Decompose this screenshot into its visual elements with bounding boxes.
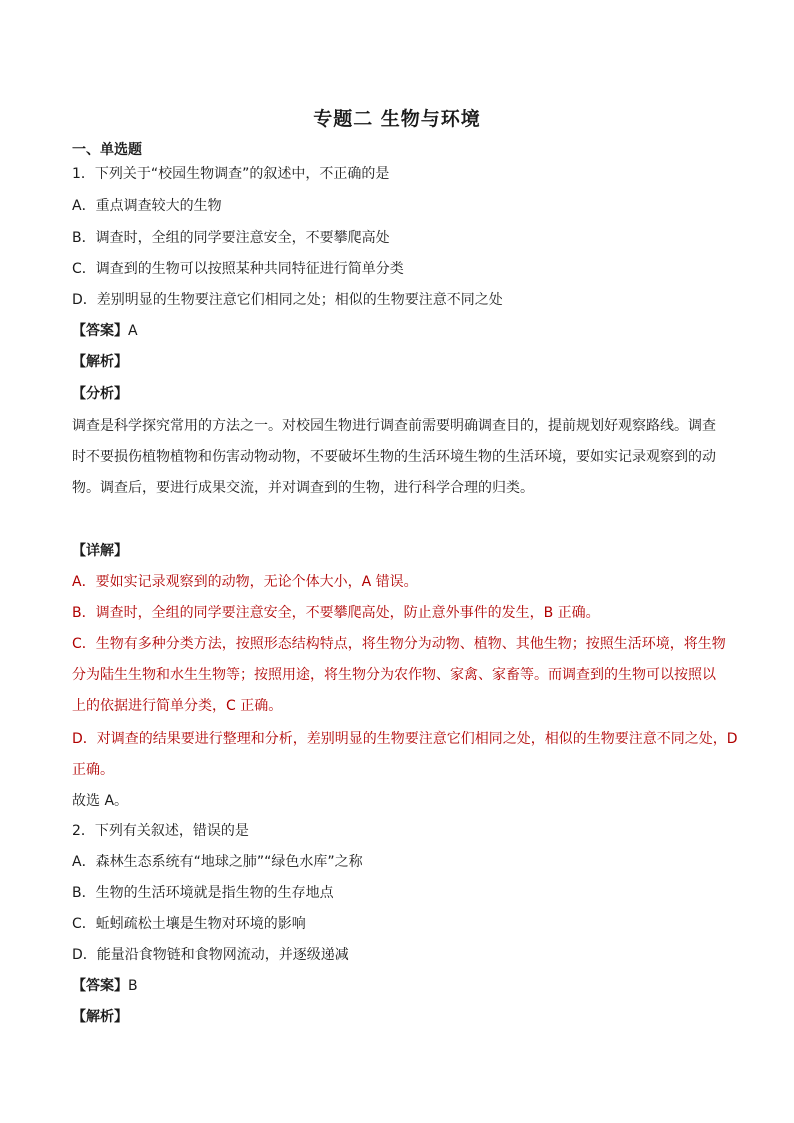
question-2-stem: 2．下列有关叙述，错误的是 — [72, 823, 249, 839]
question-2-option-c: C．蚯蚓疏松土壤是生物对环境的影响 — [72, 916, 306, 932]
page-title: 专题二 生物与环境 — [313, 108, 481, 130]
question-1-option-d: D．差别明显的生物要注意它们相同之处；相似的生物要注意不同之处 — [72, 292, 503, 308]
answer-label: 【答案】 — [72, 323, 128, 339]
jiexi-label: 【解析】 — [72, 354, 128, 370]
question-1-option-c: C．调查到的生物可以按照某种共同特征进行简单分类 — [72, 261, 404, 277]
question-1-answer — [72, 321, 138, 341]
jiexi-label: 【解析】 — [72, 1009, 128, 1025]
conclusion: 故选 A。 — [72, 793, 129, 809]
detail-line: C．生物有多种分类方法，按照形态结构特点，将生物分为动物、植物、其他生物；按照生活环境，将生物 — [72, 636, 726, 652]
answer-value: A — [128, 323, 138, 339]
detail-line: D．对调查的结果要进行整理和分析，差别明显的生物要注意它们相同之处，相似的生物要注意不同之处，D — [72, 731, 738, 747]
question-2-option-a: A．森林生态系统有“地球之肺”“绿色水库”之称 — [72, 854, 363, 870]
detail-line: B．调查时，全组的同学要注意安全，不要攀爬高处，防止意外事件的发生，B 正确。 — [72, 605, 600, 621]
question-1-stem: 1．下列关于“校园生物调查”的叙述中，不正确的是 — [72, 166, 390, 182]
section-heading: 一、单选题 — [72, 142, 142, 158]
question-2-option-b: B．生物的生活环境就是指生物的生存地点 — [72, 885, 334, 901]
answer-value: B — [128, 978, 138, 994]
question-2-answer — [72, 976, 138, 996]
xiangjie-label: 【详解】 — [72, 543, 128, 559]
detail-line: A．要如实记录观察到的动物，无论个体大小，A 错误。 — [72, 574, 418, 590]
detail-line: 上的依据进行简单分类，C 正确。 — [72, 698, 283, 714]
answer-label: 【答案】 — [72, 978, 128, 994]
detail-line: 正确。 — [72, 762, 114, 778]
analysis-line: 物。调查后，要进行成果交流，并对调查到的生物，进行科学合理的归类。 — [72, 480, 534, 496]
question-2-option-d: D．能量沿食物链和食物网流动，并逐级递减 — [72, 947, 349, 963]
fenxi-label: 【分析】 — [72, 386, 128, 402]
question-1-option-b: B．调查时，全组的同学要注意安全，不要攀爬高处 — [72, 230, 390, 246]
analysis-line: 调查是科学探究常用的方法之一。对校园生物进行调查前需要明确调查目的，提前规划好观察路线。调查 — [72, 418, 716, 434]
question-1-option-a: A．重点调查较大的生物 — [72, 198, 222, 214]
detail-line: 分为陆生生物和水生生物等；按照用途，将生物分为农作物、家禽、家畜等。而调查到的生物可以按照以 — [72, 667, 716, 683]
analysis-line: 时不要损伤植物植物和伤害动物动物，不要破坏生物的生活环境生物的生活环境，要如实记录观察到的动 — [72, 449, 716, 465]
